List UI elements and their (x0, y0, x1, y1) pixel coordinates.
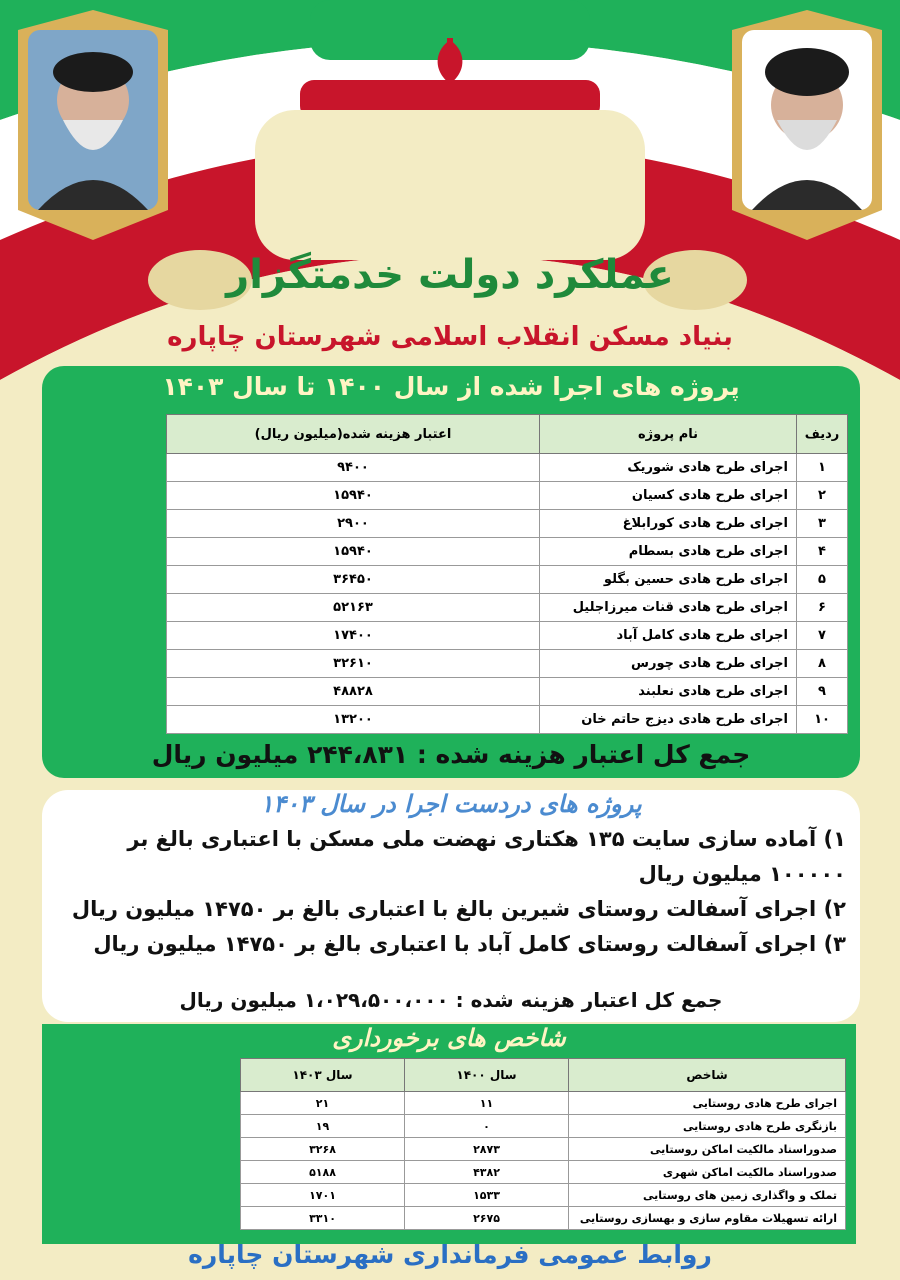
table-row (167, 594, 848, 622)
portrait-left (18, 10, 168, 240)
indicators-title: شاخص های برخورداری (332, 1024, 566, 1052)
value-1403: ۱۹ (241, 1115, 405, 1138)
table-row (167, 538, 848, 566)
table-row (241, 1138, 846, 1161)
project-cost: ۱۷۴۰۰ (167, 622, 540, 650)
project-name: اجرای طرح هادی شوریک (540, 454, 797, 482)
project-cost: ۳۶۴۵۰ (167, 566, 540, 594)
footer-credit: روابط عمومی فرمانداری شهرستان چاپاره (188, 1240, 712, 1269)
table-row (167, 622, 848, 650)
completed-projects-panel (42, 366, 860, 778)
column-header: اعتبار هزینه شده(میلیون ریال) (167, 415, 540, 454)
ongoing-item: ۱) آماده سازی سایت ۱۳۵ هکتاری نهضت ملی مسکن با اعتباری بالغ بر ۱۰۰۰۰۰ میلیون ریال (127, 827, 846, 886)
project-name: اجرای طرح هادی چورس (540, 650, 797, 678)
table-row (241, 1184, 846, 1207)
table-row (167, 706, 848, 734)
value-1403: ۱۷۰۱ (241, 1184, 405, 1207)
indicator-name: صدوراسناد مالکیت اماکن شهری (569, 1161, 846, 1184)
indicator-name: تملک و واگذاری زمین های روستایی (569, 1184, 846, 1207)
ongoing-projects-title: پروژه های دردست اجرا در سال ۱۴۰۳ (260, 790, 642, 818)
project-cost: ۲۹۰۰ (167, 510, 540, 538)
value-1403: ۳۲۶۸ (241, 1138, 405, 1161)
table-row (167, 650, 848, 678)
column-header: سال ۱۴۰۳ (241, 1059, 405, 1092)
ongoing-projects-panel (42, 790, 860, 1022)
row-number: ۶ (797, 594, 848, 622)
project-cost: ۵۲۱۶۳ (167, 594, 540, 622)
column-header: سال ۱۴۰۰ (405, 1059, 569, 1092)
completed-total: جمع کل اعتبار هزینه شده : ۲۴۴،۸۳۱ میلیون ریال (151, 740, 751, 769)
project-name: اجرای طرح هادی نعلبند (540, 678, 797, 706)
ongoing-item: ۲) اجرای آسفالت روستای شیرین بالغ با اعتباری بالغ بر ۱۴۷۵۰ میلیون ریال (71, 897, 846, 921)
project-name: اجرای طرح هادی دیزج حاتم خان (540, 706, 797, 734)
value-1403: ۵۱۸۸ (241, 1161, 405, 1184)
table-row (167, 566, 848, 594)
portrait-right (732, 10, 882, 240)
project-name: اجرای طرح هادی حسین بگلو (540, 566, 797, 594)
indicator-name: اجرای طرح هادی روستایی (569, 1092, 846, 1115)
completed-projects-table (166, 414, 848, 734)
value-1400: ۲۶۷۵ (405, 1207, 569, 1230)
row-number: ۸ (797, 650, 848, 678)
indicators-panel (42, 1024, 856, 1244)
table-row (167, 678, 848, 706)
indicator-name: صدوراسناد مالکیت اماکن روستایی (569, 1138, 846, 1161)
project-name: اجرای طرح هادی کسیان (540, 482, 797, 510)
table-row (241, 1161, 846, 1184)
column-header: شاخص (569, 1059, 846, 1092)
project-cost: ۴۸۸۲۸ (167, 678, 540, 706)
project-cost: ۳۲۶۱۰ (167, 650, 540, 678)
value-1400: ۲۸۷۳ (405, 1138, 569, 1161)
row-number: ۴ (797, 538, 848, 566)
ongoing-total: جمع کل اعتبار هزینه شده : ۱،۰۲۹،۵۰۰،۰۰۰ میلیون ریال (179, 988, 723, 1012)
project-cost: ۱۵۹۴۰ (167, 482, 540, 510)
value-1400: ۴۳۸۲ (405, 1161, 569, 1184)
row-number: ۹ (797, 678, 848, 706)
row-number: ۷ (797, 622, 848, 650)
value-1400: ۰ (405, 1115, 569, 1138)
table-row (167, 510, 848, 538)
project-name: اجرای طرح هادی قنات میرزاجلیل (540, 594, 797, 622)
project-name: اجرای طرح هادی کورابلاغ (540, 510, 797, 538)
value-1400: ۱۵۳۳ (405, 1184, 569, 1207)
project-cost: ۱۵۹۴۰ (167, 538, 540, 566)
project-cost: ۹۴۰۰ (167, 454, 540, 482)
column-header: نام پروژه (540, 415, 797, 454)
column-header: ردیف (797, 415, 848, 454)
row-number: ۵ (797, 566, 848, 594)
project-cost: ۱۳۲۰۰ (167, 706, 540, 734)
indicator-name: ارائه تسهیلات مقاوم سازی و بهسازی روستایی (569, 1207, 846, 1230)
ongoing-item: ۳) اجرای آسفالت روستای کامل آباد با اعتباری بالغ بر ۱۴۷۵۰ میلیون ریال (93, 932, 846, 956)
row-number: ۱۰ (797, 706, 848, 734)
table-row (241, 1115, 846, 1138)
table-row (241, 1207, 846, 1230)
page-subtitle: بنیاد مسکن انقلاب اسلامی شهرستان چاپاره (167, 322, 733, 352)
row-number: ۱ (797, 454, 848, 482)
table-row (241, 1092, 846, 1115)
indicators-table (240, 1058, 846, 1230)
row-number: ۲ (797, 482, 848, 510)
table-row (167, 482, 848, 510)
value-1400: ۱۱ (405, 1092, 569, 1115)
page-title: عملکرد دولت خدمتگزار (226, 252, 674, 298)
indicator-name: بازنگری طرح هادی روستایی (569, 1115, 846, 1138)
table-row (167, 454, 848, 482)
value-1403: ۲۱ (241, 1092, 405, 1115)
completed-projects-title: پروژه های اجرا شده از سال ۱۴۰۰ تا سال ۱۴۰۳ (162, 372, 740, 401)
row-number: ۳ (797, 510, 848, 538)
project-name: اجرای طرح هادی کامل آباد (540, 622, 797, 650)
project-name: اجرای طرح هادی بسطام (540, 538, 797, 566)
value-1403: ۳۳۱۰ (241, 1207, 405, 1230)
